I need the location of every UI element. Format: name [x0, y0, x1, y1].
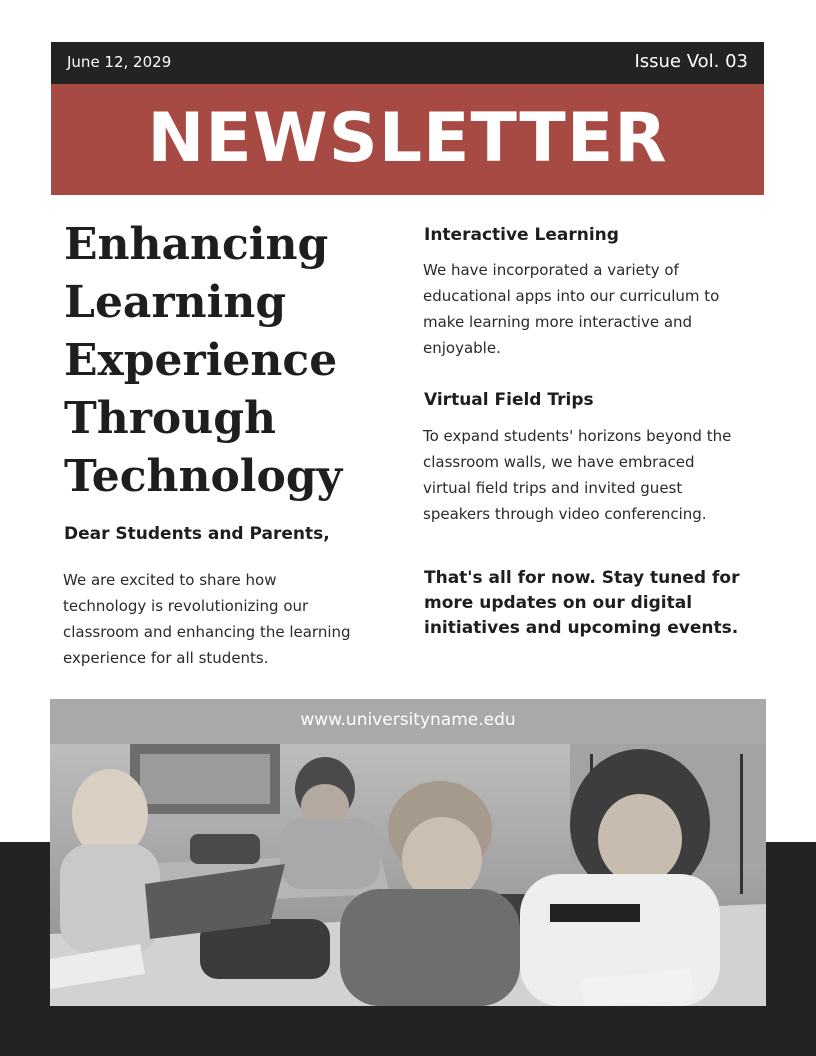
section-body-interactive-learning: We have incorporated a variety of educational apps into our curriculum to make learning more interactive and enjoyable. [423, 261, 720, 357]
title-banner [51, 84, 764, 195]
greeting: Dear Students and Parents, [64, 524, 330, 544]
issue-date: June 12, 2029 [67, 53, 172, 71]
section-heading-virtual-field-trips: Virtual Field Trips [424, 390, 594, 410]
intro-paragraph: We are excited to share how technology is revolutionizing our classroom and enhancing the learning experience for all students. [63, 571, 351, 667]
headline-line: Enhancing [64, 219, 329, 270]
headline-line: Technology [64, 451, 343, 502]
section-heading-interactive-learning: Interactive Learning [424, 225, 619, 245]
headline-line: Learning [64, 277, 287, 328]
website-link[interactable]: www.universityname.edu [300, 710, 516, 730]
issue-volume: Issue Vol. 03 [634, 51, 748, 72]
section-body-virtual-field-trips: To expand students' horizons beyond the classroom walls, we have embraced virtual field trips and invited guest speakers through video conferencing. [423, 427, 732, 523]
headline [64, 216, 394, 506]
url-bar [50, 699, 766, 744]
classroom-photo [50, 744, 766, 1006]
closing-note: That's all for now. Stay tuned for more updates on our digital initiatives and upcoming events. [424, 568, 740, 638]
headline-line: Experience [64, 335, 338, 386]
newsletter-title: NEWSLETTER [147, 99, 668, 178]
top-bar [51, 42, 764, 84]
headline-line: Through [64, 393, 277, 444]
